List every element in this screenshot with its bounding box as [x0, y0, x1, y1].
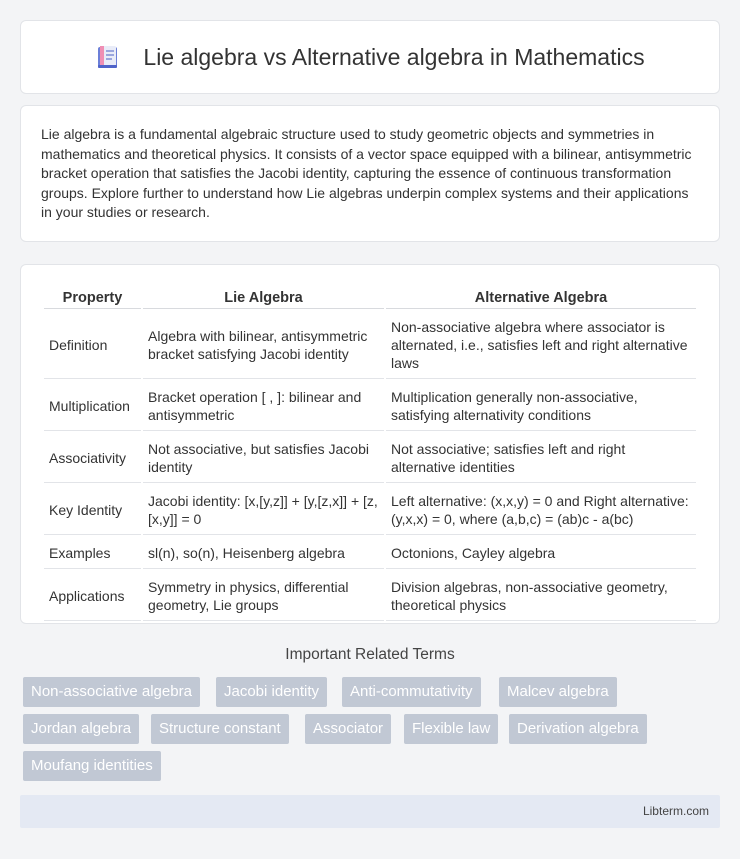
- property-cell: Multiplication: [44, 381, 141, 431]
- comparison-table: [42, 285, 698, 623]
- tag-malcev-algebra[interactable]: Malcev algebra: [499, 677, 617, 707]
- tag-structure-constant[interactable]: Structure constant: [151, 714, 289, 744]
- alternative-algebra-cell: Multiplication generally non-associative, satisfying alternativity conditions: [386, 381, 696, 431]
- footer-site-link[interactable]: Libterm.com: [642, 804, 709, 818]
- alternative-algebra-cell: Division algebras, non-associative geometry, theoretical physics: [386, 571, 696, 621]
- tag-jacobi-identity[interactable]: Jacobi identity: [216, 677, 327, 707]
- alternative-algebra-cell: Not associative; satisfies left and right alternative identities: [386, 433, 696, 483]
- property-cell: Associativity: [44, 433, 141, 483]
- tag-flexible-law[interactable]: Flexible law: [404, 714, 498, 744]
- table-header-row: [44, 287, 696, 309]
- property-cell: Key Identity: [44, 485, 141, 535]
- tag-jordan-algebra[interactable]: Jordan algebra: [23, 714, 139, 744]
- tag-moufang-identities[interactable]: Moufang identities: [23, 751, 161, 781]
- alternative-algebra-cell: Left alternative: (x,x,y) = 0 and Right alternative: (y,x,x) = 0, where (a,b,c) = (ab)c - a(bc): [386, 485, 696, 535]
- tag-non-associative-algebra[interactable]: Non-associative algebra: [23, 677, 200, 707]
- page-title: Lie algebra vs Alternative algebra in Mathematics: [143, 43, 645, 70]
- column-header: Alternative Algebra: [386, 287, 696, 309]
- property-cell: Definition: [44, 311, 141, 379]
- table-row: [44, 381, 696, 431]
- lie-algebra-cell: Not associative, but satisfies Jacobi identity: [143, 433, 384, 483]
- lie-algebra-cell: Jacobi identity: [x,[y,z]] + [y,[z,x]] + [z,[x,y]] = 0: [143, 485, 384, 535]
- table-row: [44, 311, 696, 379]
- alternative-algebra-cell: Octonions, Cayley algebra: [386, 537, 696, 569]
- lie-algebra-cell: Bracket operation [ , ]: bilinear and antisymmetric: [143, 381, 384, 431]
- footer: [20, 795, 720, 828]
- book-icon: [95, 44, 121, 70]
- table-row: [44, 433, 696, 483]
- property-cell: Applications: [44, 571, 141, 621]
- intro-card: [20, 105, 720, 242]
- comparison-table-card: [20, 264, 720, 624]
- column-header: Property: [44, 287, 141, 309]
- lie-algebra-cell: Symmetry in physics, differential geometry, Lie groups: [143, 571, 384, 621]
- property-cell: Examples: [44, 537, 141, 569]
- column-header: Lie Algebra: [143, 287, 384, 309]
- lie-algebra-cell: Algebra with bilinear, antisymmetric bracket satisfying Jacobi identity: [143, 311, 384, 379]
- header-card: [20, 20, 720, 94]
- tag-associator[interactable]: Associator: [305, 714, 391, 744]
- table-row: [44, 485, 696, 535]
- tag-anti-commutativity[interactable]: Anti-commutativity: [342, 677, 481, 707]
- table-row: [44, 537, 696, 569]
- related-terms-title: Important Related Terms: [285, 646, 455, 663]
- lie-algebra-cell: sl(n), so(n), Heisenberg algebra: [143, 537, 384, 569]
- alternative-algebra-cell: Non-associative algebra where associator is alternated, i.e., satisfies left and right alternative laws: [386, 311, 696, 379]
- tag-derivation-algebra[interactable]: Derivation algebra: [509, 714, 647, 744]
- table-row: [44, 571, 696, 621]
- intro-text: Lie algebra is a fundamental algebraic structure used to study geometric objects and symmetries in mathematics and theoretical physics. It consists of a vector space equipped with a bilinear, antisymmetric bracket operation that satisfies the Jacobi identity, capturing the essence of continuous transformation groups. Explore further to understand how Lie algebras underpin complex systems and their applications in your studies or research.: [41, 126, 692, 220]
